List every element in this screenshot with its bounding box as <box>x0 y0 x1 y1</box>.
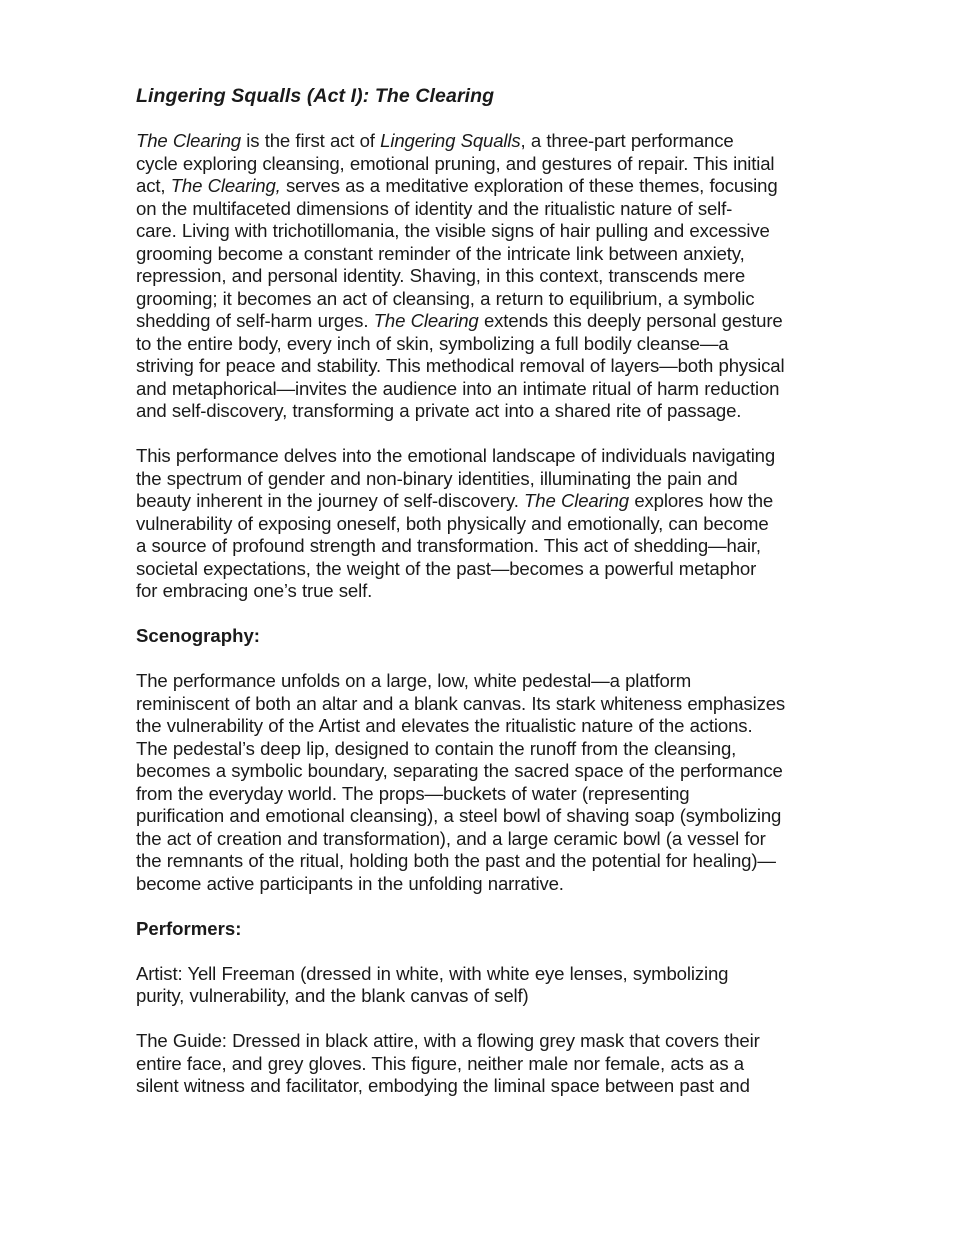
artist-paragraph <box>136 963 836 1008</box>
italic-title-text: The Clearing <box>524 490 629 511</box>
body-text: the act of creation and transformation), and a large ceramic bowl (a vessel for <box>136 827 766 849</box>
text-line <box>136 288 836 311</box>
body-text: a source of profound strength and transformation. This act of shedding—hair, <box>136 535 761 556</box>
body-text: and self-discovery, transforming a private act into a shared rite of passage. <box>136 400 742 421</box>
text-line <box>136 198 836 221</box>
text-line <box>136 220 836 243</box>
performers-heading: Performers: <box>136 917 242 939</box>
text-line <box>136 805 836 828</box>
body-text: Artist: Yell Freeman (dressed in white, with white eye lenses, symbolizing <box>136 962 729 984</box>
guide-paragraph <box>136 1030 836 1098</box>
body-text: grooming become a constant reminder of the intricate link between anxiety, <box>136 242 745 264</box>
text-line <box>136 445 836 468</box>
body-text: The performance unfolds on a large, low, white pedestal—a platform <box>136 670 692 691</box>
text-line <box>136 490 836 513</box>
text-line <box>136 873 836 896</box>
body-text: on the multifaceted dimensions of identity and the ritualistic nature of self- <box>136 197 733 219</box>
text-line <box>136 1053 836 1076</box>
body-text: beauty inherent in the journey of self-discovery. <box>136 490 525 511</box>
body-text: silent witness and facilitator, embodying the liminal space between past and <box>136 1075 750 1096</box>
text-line <box>136 535 836 558</box>
body-text: the vulnerability of the Artist and elevates the ritualistic nature of the actions. <box>136 715 753 736</box>
text-line <box>136 513 836 536</box>
text-line <box>136 738 836 761</box>
body-text: the spectrum of gender and non-binary identities, illuminating the pain and <box>136 467 738 489</box>
body-text: This performance delves into the emotional landscape of individuals navigating <box>136 445 776 466</box>
text-line <box>136 715 836 738</box>
body-text: the remnants of the ritual, holding both the past and the potential for healing)— <box>136 850 776 871</box>
italic-title-text: The Clearing, <box>170 175 281 196</box>
body-text: extends this deeply personal gesture <box>478 310 783 331</box>
text-line <box>136 963 836 986</box>
text-line <box>136 265 836 288</box>
italic-title-text: Lingering Squalls <box>380 130 521 151</box>
italic-title-text: The Clearing <box>373 310 479 331</box>
body-text: purity, vulnerability, and the blank canvas of self) <box>136 985 529 1006</box>
text-line <box>136 400 836 423</box>
body-text: from the everyday world. The props—buckets of water (representing <box>136 782 690 804</box>
text-line <box>136 153 836 176</box>
body-text: , a three-part performance <box>520 130 734 151</box>
body-text: purification and emotional cleansing), a steel bowl of shaving soap (symbolizing <box>136 805 782 826</box>
text-line <box>136 333 836 356</box>
body-text: act, <box>136 175 171 196</box>
body-text: shedding of self-harm urges. <box>136 310 374 331</box>
body-text: reminiscent of both an altar and a blank canvas. Its stark whiteness emphasizes <box>136 692 786 714</box>
body-text: explores how the <box>629 490 774 511</box>
body-text: cycle exploring cleansing, emotional pruning, and gestures of repair. This initial <box>136 152 775 174</box>
body-text: The pedestal’s deep lip, designed to contain the runoff from the cleansing, <box>136 737 737 759</box>
text-line <box>136 468 836 491</box>
text-line <box>136 850 836 873</box>
text-line <box>136 693 836 716</box>
text-line <box>136 378 836 401</box>
body-text: becomes a symbolic boundary, separating the sacred space of the performance <box>136 760 783 781</box>
body-text: grooming; it becomes an act of cleansing, a return to equilibrium, a symbolic <box>136 287 755 309</box>
text-line <box>136 985 836 1008</box>
body-text: and metaphorical—invites the audience into an intimate ritual of harm reduction <box>136 377 780 399</box>
text-line <box>136 1030 836 1053</box>
body-text: repression, and personal identity. Shaving, in this context, transcends mere <box>136 265 746 286</box>
body-text: societal expectations, the weight of the past—becomes a powerful metaphor <box>136 557 757 579</box>
text-line <box>136 130 836 153</box>
text-line <box>136 175 836 198</box>
document-page <box>136 84 836 1120</box>
text-line <box>136 783 836 806</box>
body-text: to the entire body, every inch of skin, symbolizing a full bodily cleanse—a <box>136 332 729 354</box>
document-title: Lingering Squalls (Act I): The Clearing <box>136 85 495 107</box>
text-line <box>136 580 836 603</box>
body-text: entire face, and grey gloves. This figure, neither male nor female, acts as a <box>136 1052 744 1074</box>
body-text: become active participants in the unfolding narrative. <box>136 872 564 894</box>
text-line <box>136 355 836 378</box>
text-line <box>136 670 836 693</box>
body-text: vulnerability of exposing oneself, both physically and emotionally, can become <box>136 512 769 534</box>
scenography-heading: Scenography: <box>136 625 260 646</box>
text-line <box>136 828 836 851</box>
body-text: is the first act of <box>240 130 381 151</box>
text-line <box>136 760 836 783</box>
text-line <box>136 558 836 581</box>
body-text: for embracing one’s true self. <box>136 580 373 601</box>
body-text: care. Living with trichotillomania, the visible signs of hair pulling and excessive <box>136 220 770 241</box>
body-text: The Guide: Dressed in black attire, with a flowing grey mask that covers their <box>136 1030 760 1051</box>
text-line <box>136 310 836 333</box>
scenography-paragraph <box>136 670 836 895</box>
second-paragraph <box>136 445 836 603</box>
text-line <box>136 243 836 266</box>
body-text: serves as a meditative exploration of these themes, focusing <box>280 175 778 196</box>
intro-paragraph <box>136 130 836 423</box>
text-line <box>136 1075 836 1098</box>
italic-title-text: The Clearing <box>136 130 241 151</box>
body-text: striving for peace and stability. This methodical removal of layers—both physical <box>136 355 785 376</box>
